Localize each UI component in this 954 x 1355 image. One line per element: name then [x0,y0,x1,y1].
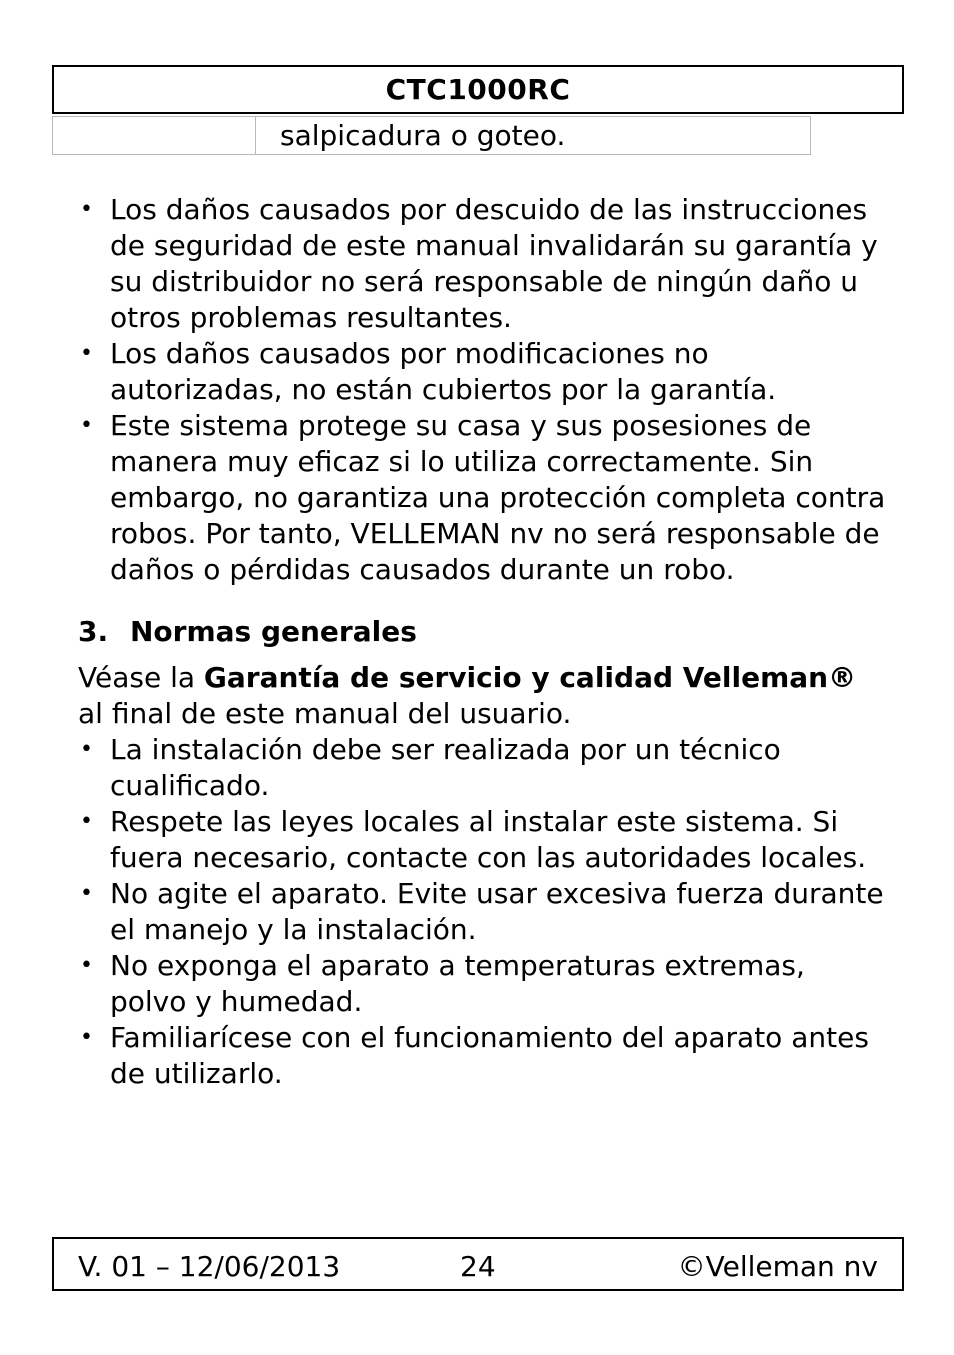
table-cell-text: salpicadura o goteo. [256,117,811,155]
bullet-icon: • [80,341,93,366]
list-item-text: Los daños causados por descuido de las instrucciones de seguridad de este manual invalidarán su garantía y su distribuidor no será responsable de ningún daño u otros problemas resultantes. [110,193,878,334]
list-item-text: Este sistema protege su casa y sus posesiones de manera muy eficaz si lo utiliza correctamente. Sin embargo, no garantiza una protección completa contra robos. Por tanto, VELLEMAN nv no será responsable de daños o pérdidas causados durante un robo. [110,409,886,586]
list-item [78,948,888,1020]
table-cell-empty [53,117,256,155]
version-date: V. 01 – 12/06/2013 [78,1250,341,1283]
general-norms-bullet-list [78,732,888,1092]
list-item [78,876,888,948]
list-item [78,192,888,336]
list-item [78,1020,888,1092]
continued-table-fragment [52,116,811,155]
section-heading [78,614,888,650]
intro-bold-reference: Garantía de servicio y calidad Velleman® [203,661,857,694]
list-item [78,804,888,876]
list-item-text: No agite el aparato. Evite usar excesiva fuerza durante el manejo y la instalación. [110,877,884,946]
list-item [78,732,888,804]
list-item-text: No exponga el aparato a temperaturas extremas, polvo y humedad. [110,949,805,1018]
list-item-text: Respete las leyes locales al instalar este sistema. Si fuera necesario, contacte con las autoridades locales. [110,805,867,874]
section-number: 3. [78,615,109,648]
list-item-text: La instalación debe ser realizada por un técnico cualificado. [110,733,781,802]
intro-suffix: al final de este manual del usuario. [78,697,572,730]
warranty-bullet-list [78,192,888,588]
section-title: Normas generales [130,615,417,648]
table-row [53,117,811,155]
bullet-icon: • [80,197,93,222]
page-footer [52,1237,904,1291]
list-item-text: Los daños causados por modificaciones no autorizadas, no están cubiertos por la garantía. [110,337,777,406]
main-content [78,192,888,1092]
bullet-icon: • [80,809,93,834]
list-item [78,408,888,588]
bullet-icon: • [80,737,93,762]
bullet-icon: • [80,881,93,906]
section-intro [78,660,888,732]
bullet-icon: • [80,1025,93,1050]
product-code-title: CTC1000RC [385,73,571,106]
list-item-text: Familiarícese con el funcionamiento del aparato antes de utilizarlo. [110,1021,869,1090]
bullet-icon: • [80,953,93,978]
bullet-icon: • [80,413,93,438]
page-header [52,65,904,114]
page-number: 24 [460,1250,496,1283]
list-item [78,336,888,408]
copyright: ©Velleman nv [677,1250,878,1283]
intro-prefix: Véase la [78,661,204,694]
